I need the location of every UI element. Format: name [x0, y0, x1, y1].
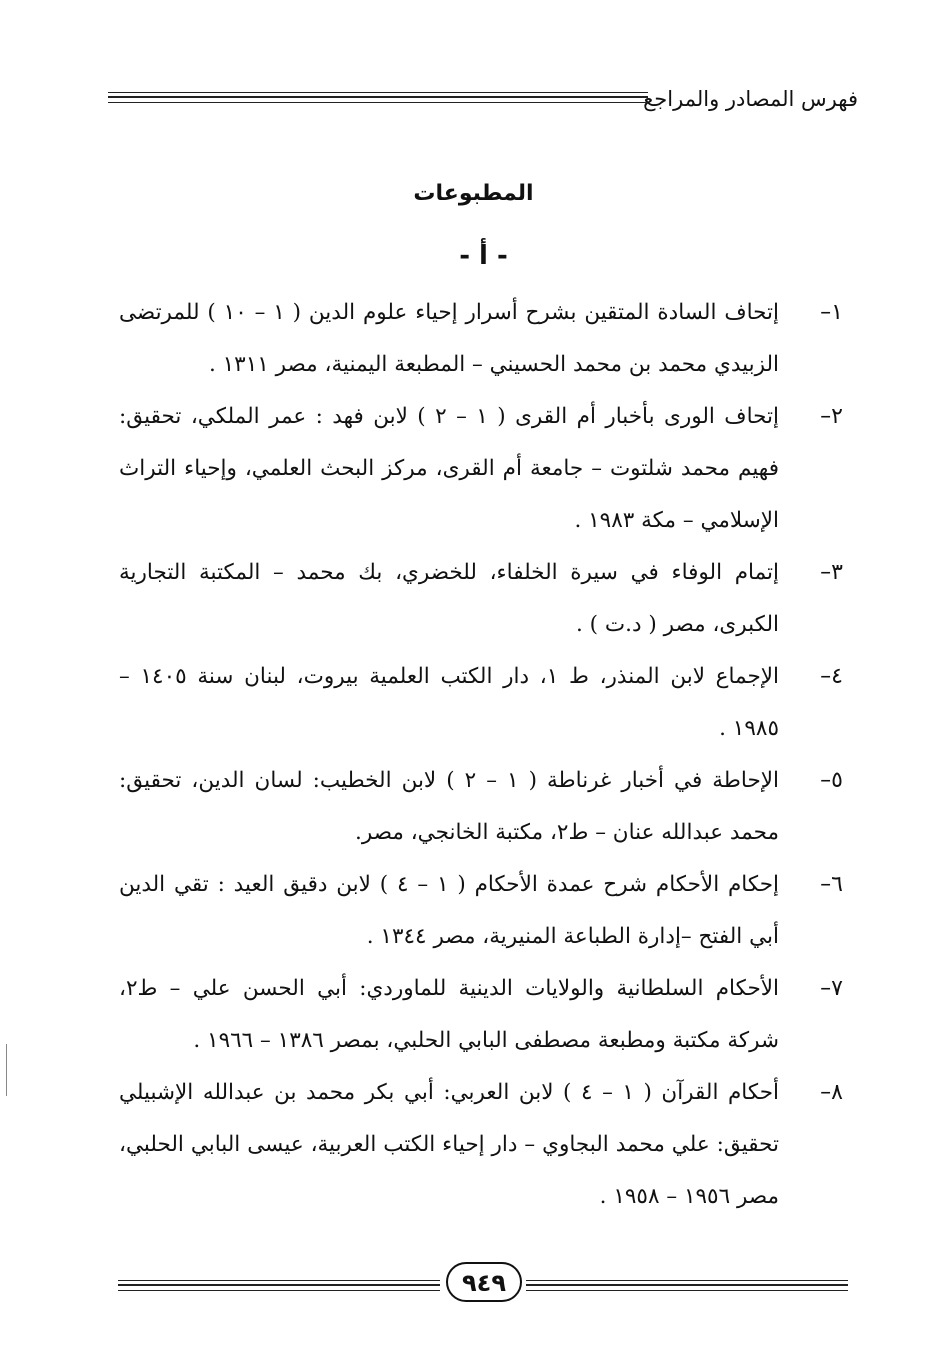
bibliography-entry [119, 1067, 843, 1223]
bibliography-entry [119, 651, 843, 755]
page-number: ٩٤٩ [446, 1262, 522, 1302]
entry-number: ٦– [820, 872, 843, 897]
footer-rule-right [526, 1280, 848, 1292]
entry-text: أحكام القرآن ( ١ – ٤ ) لابن العربي: أبي بكر محمد بن عبدالله الإشبيلي تحقيق: علي محمد البجاوي – دار إحياء الكتب العربية، عيسى البابي الحلبي، مصر ١٩٥٦ – ١٩٥٨ . [119, 1080, 779, 1209]
bibliography-list [119, 287, 843, 1223]
header-title: فهرس المصادر والمراجع [643, 87, 858, 111]
entry-number: ١– [820, 300, 843, 325]
entry-number: ٣– [820, 560, 843, 585]
bibliography-entry [119, 287, 843, 391]
entry-number: ٢– [820, 404, 843, 429]
entry-number: ٨– [820, 1080, 843, 1105]
header-rule [108, 92, 648, 106]
footer-rule-left [118, 1280, 440, 1292]
entry-text: الإجماع لابن المنذر، ط ١، دار الكتب العلمية بيروت، لبنان سنة ١٤٠٥ – ١٩٨٥ . [119, 664, 779, 741]
letter-heading: - أ - [459, 241, 508, 271]
entry-number: ٥– [820, 768, 843, 793]
section-title: المطبوعات [413, 181, 534, 206]
bibliography-entry [119, 755, 843, 859]
entry-text: إحكام الأحكام شرح عمدة الأحكام ( ١ – ٤ ) لابن دقيق العيد : تقي الدين أبي الفتح –إدارة الطباعة المنيرية، مصر ١٣٤٤ . [119, 872, 779, 949]
entry-text: الأحكام السلطانية والولايات الدينية للماوردي: أبي الحسن علي – ط٢، شركة مكتبة ومطبعة مصطفى البابي الحلبي، بمصر ١٣٨٦ – ١٩٦٦ . [119, 976, 779, 1053]
scan-margin-mark [6, 1044, 7, 1096]
entry-text: إتحاف السادة المتقين بشرح أسرار إحياء علوم الدين ( ١ – ١٠ ) للمرتضى الزبيدي محمد بن محمد الحسيني – المطبعة اليمنية، مصر ١٣١١ . [119, 300, 779, 377]
entry-text: الإحاطة في أخبار غرناطة ( ١ – ٢ ) لابن الخطيب: لسان الدين، تحقيق: محمد عبدالله عنان – ط٢، مكتبة الخانجي، مصر. [119, 768, 779, 845]
bibliography-entry [119, 963, 843, 1067]
entry-number: ٤– [820, 664, 843, 689]
running-header [108, 82, 858, 118]
bibliography-entry [119, 859, 843, 963]
entry-text: إتحاف الورى بأخبار أم القرى ( ١ – ٢ ) لابن فهد : عمر الملكي، تحقيق: فهيم محمد شلتوت – جامعة أم القرى، مركز البحث العلمي، وإحياء التراث الإسلامي – مكة ١٩٨٣ . [119, 404, 779, 533]
bibliography-entry [119, 391, 843, 547]
bibliography-entry [119, 547, 843, 651]
entry-text: إتمام الوفاء في سيرة الخلفاء، للخضري، بك محمد – المكتبة التجارية الكبرى، مصر ( د.ت ) . [119, 560, 779, 637]
entry-number: ٧– [820, 976, 843, 1001]
page-footer [118, 1262, 848, 1312]
